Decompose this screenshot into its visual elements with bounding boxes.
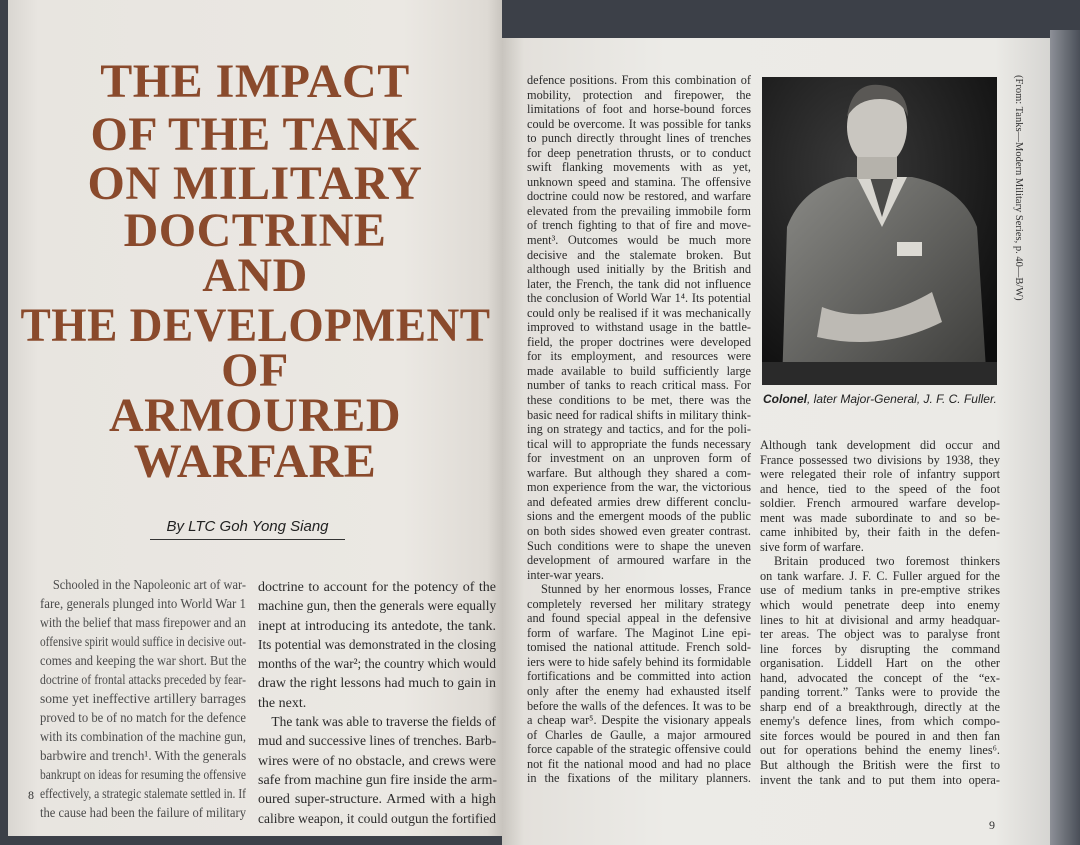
text-line: of trench fighting to that of fire and move- <box>527 218 751 233</box>
text-line: of Charles de Gaulle, a major armoured <box>527 727 751 742</box>
text-line: Schooled in the Napoleonic art of war- <box>52 577 246 592</box>
text-line: doctrine could now be restored, and warfare <box>527 189 751 204</box>
text-line: elevated from the prevailing immobile form <box>527 203 751 218</box>
title-line: ARMOURED <box>109 389 401 442</box>
text-line: the next. <box>258 695 307 711</box>
text-line: effectively, a strategic stalemate settled in. If <box>40 786 247 801</box>
text-line: before the walls of the defences. It was to be <box>527 698 751 713</box>
text-line: sharp end of a breakthrough, directly at the <box>760 699 1000 714</box>
text-line: on tank warfare. J. F. C. Fuller argued for the <box>760 568 1000 583</box>
title-line: OF THE TANK <box>90 108 420 161</box>
title-line: AND <box>202 249 308 302</box>
text-line: lines to hit at divisional and army headquar- <box>760 612 1000 627</box>
text-line: not fit the national mood and had no place <box>527 756 751 771</box>
text-line: doctrine of frontal attacks preceded by fear- <box>40 672 246 687</box>
text-line: site forces would be poured in and then fan <box>760 728 1000 743</box>
text-line: these conditions to be met, there was the <box>527 393 751 408</box>
title-line: OF <box>221 344 289 397</box>
text-line: inter-war years. <box>527 567 604 582</box>
text-line: hand, advocated the concept of the “ex- <box>760 670 1000 685</box>
text-line: made available to build sufficiently large <box>527 363 751 378</box>
text-line: mobility, protection and firepower, the <box>527 87 751 102</box>
text-line: use of medium tanks in pre-emptive strikes <box>760 583 1000 598</box>
page-number: 9 <box>989 818 995 832</box>
text-line: in the fixations of the military planners. <box>527 771 751 786</box>
text-line: development of armoured warfare in the <box>527 553 751 568</box>
text-line: The tank was able to traverse the fields of <box>271 715 497 731</box>
text-line: ing on strategy and tactics, and for the poli- <box>527 422 751 437</box>
text-line: were relegated their role of infantry support <box>760 467 1000 482</box>
text-line: came inhibited by, their faith in the defen- <box>760 525 1000 540</box>
portrait-photo <box>762 77 997 385</box>
text-line: field, the proper doctrines were developed <box>527 334 751 349</box>
byline: By LTC Goh Yong Siang <box>150 518 345 540</box>
title-line: THE IMPACT <box>100 55 410 108</box>
text-line: Stunned by her enormous losses, France <box>541 582 751 597</box>
text-line: to punch directly throught lines of trenches <box>527 131 751 146</box>
text-line: with the belief that mass firepower and an <box>40 615 246 630</box>
text-line: warfare. But although they shared a com- <box>527 465 751 480</box>
text-line: improved to withstand usage in the battle- <box>527 320 751 335</box>
text-line: draw the right lessons had much to gain in <box>258 676 496 692</box>
text-line: with its combination of the machine gun, <box>40 729 246 744</box>
title-line: DOCTRINE <box>123 204 387 257</box>
text-line: months of the war²; the country which would <box>258 657 496 673</box>
text-line: swift flanking movements with as yet, <box>527 160 751 175</box>
text-line: soldier. French armoured warfare develop- <box>760 496 1000 511</box>
text-line: and found special appeal in the defensive <box>527 611 751 626</box>
text-line: iers were to hide safely behind its formidable <box>527 654 751 669</box>
text-line: France possessed two divisions by 1938, they <box>760 452 1000 467</box>
text-line: mon experience from the war, the victorious <box>527 480 751 495</box>
text-line: tical will to appropriate the funds necessary <box>527 436 751 451</box>
text-line: tomised the national attitude. French sold- <box>527 640 751 655</box>
page-number: 8 <box>28 788 34 802</box>
text-line: proved to be of no match for the defence <box>40 710 246 725</box>
title-line: WARFARE <box>133 435 377 488</box>
left-column-1 <box>40 575 246 822</box>
text-line: unknown speed and stamina. The offensive <box>527 174 751 189</box>
text-line: defence positions. From this combination of <box>527 73 751 87</box>
text-line: machine gun, then the generals were equally <box>258 599 497 615</box>
caption-bold: Colonel <box>763 392 807 406</box>
text-line: although used initially by the British and <box>527 262 751 277</box>
text-line: organisation. Liddell Hart on the other <box>760 656 1000 671</box>
text-line: invent the tank and to put them into opera- <box>760 772 1000 787</box>
text-line: ment was made subordinate to and so be- <box>760 510 1000 525</box>
text-line: for investment on an unproven form of <box>527 451 751 466</box>
text-line: offensive spirit would suffice in decisive out- <box>40 634 246 649</box>
text-line: comes and keeping the war short. But the <box>40 653 247 668</box>
text-line: wires were of no obstacle, and crews were <box>258 753 496 769</box>
text-line: line forces by disrupting the command <box>760 641 1000 656</box>
book-edge <box>1050 30 1080 845</box>
text-line: sions and the emergent moods of the public <box>527 509 751 524</box>
text-line: Although tank development did occur and <box>760 438 1000 452</box>
text-line: form of warfare. The Maginot Line epi- <box>527 625 751 640</box>
text-line: safe from machine gun fire inside the arm- <box>258 772 498 788</box>
text-line: sive form of warfare. <box>760 539 864 554</box>
photo-credit-text: (From: Tanks—Modern Military Series, p. 40—B/W) <box>1013 75 1024 301</box>
text-line: a cheap war⁵. Despite the visionary appeals <box>527 713 751 728</box>
text-line: which would penetrate deep into enemy <box>760 598 1000 613</box>
text-line: could be overcome. It was possible for tanks <box>527 116 751 131</box>
text-line: Its potential was demonstrated in the closing <box>258 637 496 653</box>
right-column-2 <box>760 438 1000 787</box>
left-column-2 <box>258 578 496 829</box>
text-line: oured super-structure. Armed with a high <box>258 792 496 808</box>
text-line: completely reversed her military strategy <box>527 596 751 611</box>
text-line: for deep penetration thrusts, or to conduct <box>527 145 751 160</box>
text-line: on both sides showed even greater contrast. <box>527 523 751 538</box>
text-line: barbwire and trench¹. With the generals <box>40 748 247 763</box>
text-line: calibre weapon, it could outgun the fortified <box>258 811 496 827</box>
text-line: doctrine to account for the potency of the <box>258 580 496 595</box>
text-line: could only be realised if it was mechanically <box>527 305 751 320</box>
title-line: THE DEVELOPMENT <box>20 299 490 352</box>
text-line: some yet ineffective artillery barrages <box>40 691 246 706</box>
text-line: ment³. Outcomes would be much more <box>527 233 751 248</box>
text-line: for its employment, and resources were <box>527 349 751 364</box>
text-line: inept at introducing its antedote, the tank. <box>258 618 496 634</box>
text-line: the conclusion of World War 1⁴. Its potential <box>527 291 751 306</box>
title-line: ON MILITARY <box>87 157 423 210</box>
photo-caption <box>763 392 998 407</box>
text-line: enemy's defence lines, from which compo- <box>760 714 1000 729</box>
text-line: the cause had been the failure of military <box>40 805 246 820</box>
text-line: ter areas. The object was to paralyse front <box>760 627 1000 642</box>
text-line: out for operations behind the enemy lines⁶. <box>760 743 1000 758</box>
text-line: bankrupt on ideas for resuming the offensive <box>40 767 246 782</box>
caption-text: , later Major-General, J. F. C. Fuller. <box>807 392 997 406</box>
text-line: and defeated armies drew different conclu- <box>527 494 751 509</box>
text-line: fortifications and be committed into action <box>527 669 751 684</box>
text-line: only after the enemy had exhausted itself <box>527 683 751 698</box>
text-line: basic need for radical shifts in military think- <box>527 407 751 422</box>
text-line: and hence, tied to the speed of the foot <box>760 481 1000 496</box>
text-line: fare, generals plunged into World War 1 <box>40 596 246 611</box>
text-line: decisive and the stalemate broken. But <box>527 247 751 262</box>
text-line: later, the French, the tank did not influence <box>527 276 751 291</box>
text-line: number of tanks to reach critical mass. For <box>527 378 751 393</box>
text-line: But although the British were the first to <box>760 758 1000 773</box>
portrait-image <box>762 77 997 385</box>
text-line: force capable of the strategic offensive could <box>527 742 751 757</box>
text-line: mud and successive lines of trenches. Barb- <box>258 734 497 750</box>
text-line: Britain produced two foremost thinkers <box>774 554 1000 569</box>
text-line: Such conditions were to shape the uneven <box>527 538 751 553</box>
text-line: panding torrent.” Tanks were to provide the <box>760 685 1000 700</box>
right-column-1 <box>527 73 751 786</box>
text-line: limitations of foot and horse-bound forces <box>527 102 751 117</box>
photo-credit <box>1010 75 1024 395</box>
